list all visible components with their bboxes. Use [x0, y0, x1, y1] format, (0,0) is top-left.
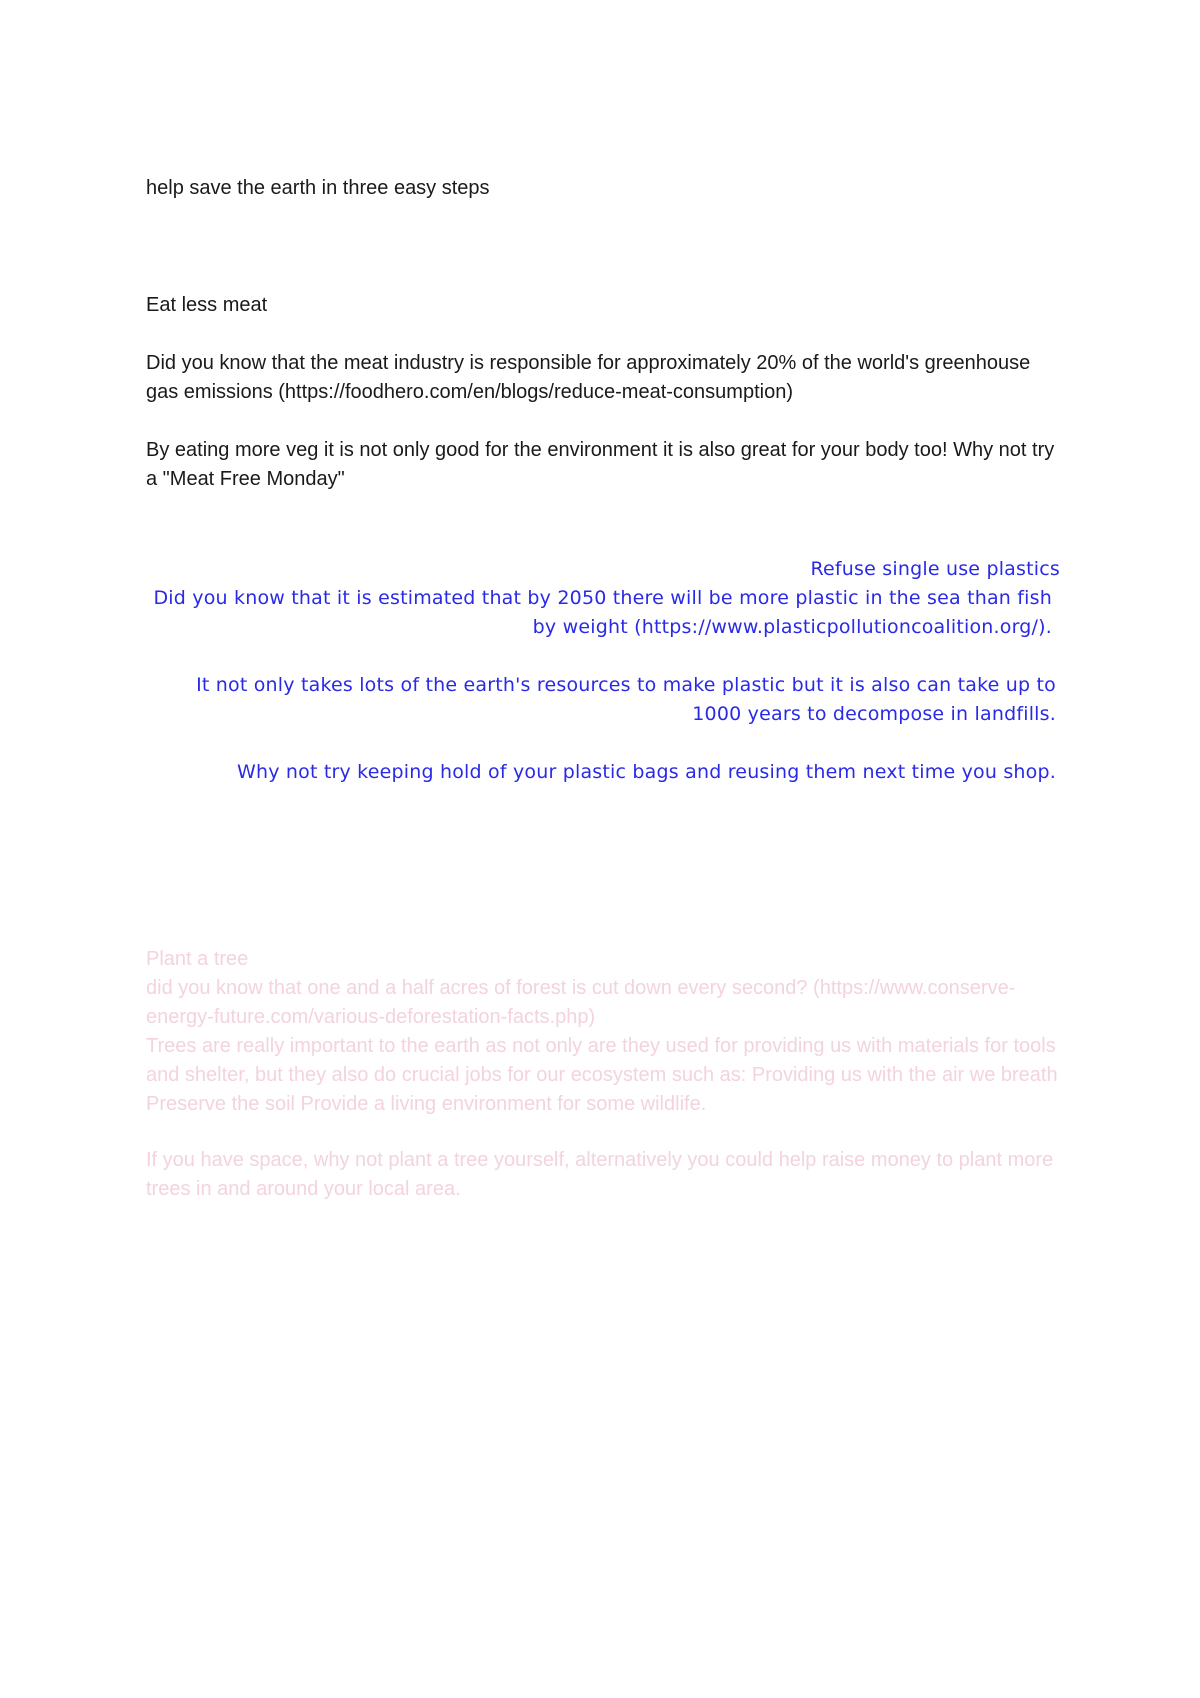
section-heading: Eat less meat	[146, 294, 268, 316]
paragraph: If you have space, why not plant a tree yourself, alternatively you could help raise money to plant more trees in and around your local area.	[146, 1149, 1054, 1200]
document-title: help save the earth in three easy steps	[146, 177, 490, 199]
paragraph: Why not try keeping hold of your plastic bags and reusing them next time you shop.	[236, 761, 1056, 783]
paragraph: Did you know that it is estimated that by 2050 there will be more plastic in the sea than fish by weight (https://www.plasticpollutioncoalition.org/).	[153, 587, 1052, 638]
section-heading: Plant a tree	[146, 948, 249, 970]
paragraph: By eating more veg it is not only good for the environment it is also great for your body too! Why not try a "Meat Free Monday"	[146, 439, 1055, 490]
paragraph: Trees are really important to the earth as not only are they used for providing us with materials for tools and shelter, but they also do crucial jobs for our ecosystem such as: Providing us with the air we breath Preserve the soil Provide a living environment for some wildlife.	[146, 1035, 1058, 1115]
paragraph: did you know that one and a half acres of forest is cut down every second? (https://www.conserve-energy-future.com/various-deforestation-facts.php)	[146, 977, 1016, 1028]
section-plant-a-tree	[146, 945, 1071, 1204]
paragraph: Did you know that the meat industry is responsible for approximately 20% of the world's greenhouse gas emissions (https://foodhero.com/en/blogs/reduce-meat-consumption)	[146, 352, 1031, 403]
section-eat-less-meat	[146, 291, 1064, 494]
section-heading: Refuse single use plastics	[810, 558, 1060, 580]
paragraph: It not only takes lots of the earth's resources to make plastic but it is also can take up to 1000 years to decompose in landfills.	[196, 674, 1056, 725]
section-refuse-plastics	[146, 555, 1060, 787]
